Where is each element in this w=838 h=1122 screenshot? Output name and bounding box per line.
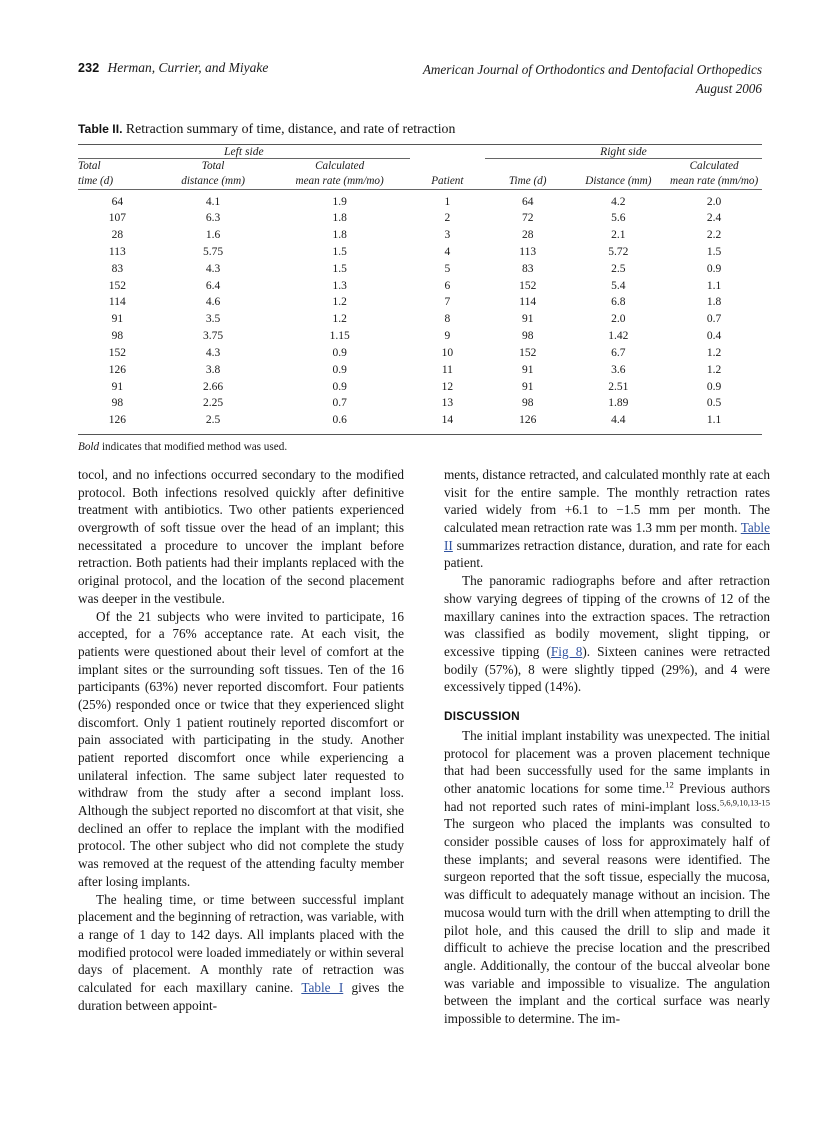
cell-left-distance: 4.6 (205, 296, 221, 309)
cell-right-rate: 2.4 (706, 212, 722, 225)
col-header-right-time (485, 159, 571, 189)
col-header-left-time (78, 159, 157, 189)
cell-right-rate: 0.9 (706, 262, 722, 275)
table-row (78, 412, 762, 429)
cell-left-time: 152 (108, 346, 126, 359)
cell-left-rate: 0.9 (332, 363, 347, 376)
table-footnote-emphasis: Bold (78, 440, 100, 453)
cell-right-rate: 2.0 (706, 195, 722, 208)
cell-left-distance: 2.5 (205, 414, 221, 427)
table-row (78, 210, 762, 227)
cell-right-distance: 5.4 (611, 279, 626, 292)
cell-left-distance: 2.25 (203, 397, 224, 410)
table-footnote-text: indicates that modified method was used. (99, 440, 288, 453)
cell-patient: 12 (441, 380, 454, 393)
right-p3-c: The surgeon who placed the implants was consulted to consider possible causes of loss for approximately half of these implants; and several reasons were identified. The surgeon reported that the soft tissue, especially the mucosa, was difficult to adequately manage without an incision. The mucosa would turn with the drill when attempting to drill the pilot hole, and this caused the drill to slip and made it difficult to achieve the precise location and the prescribed angle. Additionally, the contour of the buccal alveolar bone was variable and impossible to visualize. The angulation between the implant and the cortical surface was nearly impossible to determine. The im- (444, 816, 770, 1026)
cell-right-time: 91 (521, 313, 534, 326)
cell-right-rate: 0.4 (706, 330, 722, 343)
table-footnote (78, 441, 762, 453)
right-p3-b: Previous authors had not reported such rates of mini-implant loss. (444, 781, 771, 814)
retraction-table (78, 144, 762, 435)
cell-left-rate: 1.8 (332, 229, 347, 242)
cell-left-distance: 6.4 (205, 279, 221, 292)
cell-right-time: 91 (521, 363, 534, 376)
cell-right-rate: 0.7 (706, 313, 722, 326)
right-p3-a: The initial implant instability was unexpected. The initial protocol for placement was a proven placement technique that had been successfully used for the same implants in other anatomic locations for some time. (444, 727, 770, 796)
cell-left-rate: 0.9 (332, 380, 347, 393)
cell-right-distance: 1.89 (608, 397, 629, 410)
cell-left-rate: 0.6 (332, 414, 347, 427)
cell-right-distance: 5.72 (608, 246, 629, 259)
cell-left-rate: 1.9 (332, 195, 347, 208)
table-row (78, 311, 762, 328)
table-caption-text: Retraction summary of time, distance, and rate of retraction (125, 121, 456, 136)
left-p3-after: gives the duration between appoint- (78, 979, 405, 1013)
cell-right-distance: 2.1 (611, 229, 626, 242)
col-header-left-distance (157, 159, 270, 189)
cell-patient: 4 (444, 246, 451, 259)
col-header-left-distance-l1: Total (201, 160, 225, 172)
cell-patient: 6 (444, 279, 451, 292)
cell-left-time: 91 (111, 313, 124, 326)
issue-date: August 2006 (695, 81, 762, 97)
cell-right-distance: 3.6 (611, 363, 626, 376)
cell-left-distance: 3.8 (205, 363, 221, 376)
cell-left-distance: 3.75 (203, 330, 224, 343)
cell-left-time: 107 (108, 212, 126, 225)
cell-right-time: 64 (521, 195, 534, 208)
table-rule-bottom (78, 434, 762, 435)
cell-left-time: 98 (111, 330, 124, 343)
cell-left-rate: 1.2 (332, 296, 347, 309)
right-paragraph-3 (444, 727, 770, 1028)
col-header-left-rate-l2: mean rate (mm/mo) (295, 174, 384, 187)
cell-patient: 1 (444, 195, 451, 208)
cell-right-time: 83 (521, 262, 534, 275)
col-header-right-rate-l2: mean rate (mm/mo) (669, 174, 759, 187)
col-header-left-distance-l2: distance (mm) (181, 174, 245, 187)
cell-right-rate: 1.2 (706, 346, 722, 359)
cell-right-time: 98 (521, 330, 534, 343)
cell-patient: 2 (444, 212, 451, 225)
col-header-right-rate-l1: Calculated (689, 160, 739, 172)
running-head (78, 60, 762, 98)
table-row (78, 395, 762, 412)
group-header-left: Left side (224, 145, 264, 158)
cell-left-distance: 5.75 (203, 246, 224, 259)
cell-right-rate: 2.2 (706, 229, 722, 242)
cell-patient: 13 (441, 397, 454, 410)
table-row (78, 227, 762, 244)
table-body (78, 194, 762, 429)
cell-left-rate: 1.3 (332, 279, 347, 292)
group-header-gap (410, 145, 485, 159)
cell-right-distance: 4.2 (611, 195, 626, 208)
cell-right-time: 91 (521, 380, 534, 393)
cell-left-rate: 0.7 (332, 397, 347, 410)
table-caption (78, 121, 762, 137)
cell-patient: 8 (444, 313, 451, 326)
body-column-right (444, 466, 770, 1028)
body-column-left (78, 466, 404, 1028)
section-heading-discussion: DISCUSSION (444, 708, 520, 723)
col-header-right-time-l2: Time (d) (508, 174, 547, 187)
cell-left-time: 152 (108, 279, 126, 292)
cell-left-time: 126 (108, 414, 126, 427)
right-paragraph-2 (444, 572, 770, 696)
body-columns (78, 466, 770, 1028)
col-header-right-distance-l2: Distance (mm) (585, 174, 652, 187)
cell-left-rate: 1.2 (332, 313, 347, 326)
col-header-right-rate (666, 159, 762, 189)
cell-right-time: 28 (521, 229, 534, 242)
journal-title: American Journal of Orthodontics and Dentofacial Orthopedics (422, 62, 762, 77)
cell-right-time: 113 (519, 246, 537, 259)
cell-left-time: 64 (111, 195, 124, 208)
left-paragraph-3 (78, 891, 404, 1015)
cell-patient: 3 (444, 229, 451, 242)
cell-right-time: 126 (519, 414, 537, 427)
cell-left-rate: 1.15 (329, 330, 350, 343)
cell-left-distance: 4.1 (205, 195, 221, 208)
cell-patient: 9 (444, 330, 451, 343)
cell-right-distance: 1.42 (608, 330, 629, 343)
cell-right-time: 114 (519, 296, 537, 309)
fig-8-link[interactable]: Fig 8 (550, 643, 583, 659)
cell-right-rate: 1.1 (706, 279, 722, 292)
cell-right-distance: 5.6 (611, 212, 626, 225)
cell-left-distance: 6.3 (205, 212, 221, 225)
table-row (78, 261, 762, 278)
cell-patient: 10 (441, 346, 454, 359)
col-header-left-rate-l1: Calculated (315, 160, 365, 172)
table-row (78, 328, 762, 345)
cell-right-rate: 1.5 (706, 246, 722, 259)
cell-right-distance: 6.8 (611, 296, 626, 309)
table-label: Table II. (78, 122, 123, 136)
table-row (78, 362, 762, 379)
cell-right-rate: 0.9 (706, 380, 722, 393)
cell-patient: 14 (441, 414, 454, 427)
cell-patient: 7 (444, 296, 451, 309)
table-row (78, 294, 762, 311)
left-paragraph-2: Of the 21 subjects who were invited to participate, 16 accepted, for a 76% acceptance rate. At each visit, the patients were questioned about their level of comfort at the implant sites or the surrounding soft tissues. Ten of the 16 participants (63%) never reported discomfort. Four patients (25%) responded once or twice that they experienced slight discomfort. Only 1 patient routinely reported discomfort or pain associated with participating in the study. Another patient reported discomfort once while experiencing a unilateral infection. The same subject later requested to withdraw from the study after a second implant loss. Although the subject reported no discomfort at that visit, she declined an offer to replace the implant with the modified protocol. The other subject who did not complete the study was removed at the request of the attending faculty member after losing implants. (78, 608, 404, 889)
table-row (78, 194, 762, 211)
cell-left-time: 28 (111, 229, 124, 242)
cell-left-distance: 4.3 (205, 262, 221, 275)
table-column-header-row (78, 159, 762, 189)
right-p1-before: ments, distance retracted, and calculated monthly rate at each visit for the entire sample. The monthly retraction rates varied widely from +6.1 to −1.5 mm per month. The calculated mean retraction rate was 1.3 mm per month. (444, 467, 770, 536)
table-row (78, 379, 762, 396)
cell-left-time: 126 (108, 363, 126, 376)
cell-left-time: 83 (111, 262, 124, 275)
table-row (78, 278, 762, 295)
cell-patient: 5 (444, 262, 451, 275)
table-row (78, 244, 762, 261)
page-number: 232 (78, 61, 100, 75)
left-paragraph-1: tocol, and no infections occurred secondary to the modified protocol. Both infections resolved quickly after definitive treatment with antibiotics. Two other patients experienced overgrowth of soft tissue over the head of an implant; this necessitated a procedure to uncover the implant before retraction. Both patients had their implants replaced with the original protocol, and the location of the second placement was deeper in the vestibule. (78, 467, 404, 606)
running-head-left (78, 60, 268, 76)
cell-right-time: 72 (521, 212, 534, 225)
right-p2-after: ). Sixteen canines were retracted bodily (57%), 8 were slightly tipped (29%), and 4 were excessively tipped (14%). (444, 643, 770, 695)
cell-right-time: 98 (521, 397, 534, 410)
cell-left-time: 98 (111, 397, 124, 410)
col-header-left-rate (270, 159, 410, 189)
col-header-patient-l2: Patient (431, 174, 464, 187)
col-header-patient (410, 159, 485, 189)
cell-left-rate: 1.8 (332, 212, 347, 225)
cell-left-rate: 1.5 (332, 246, 347, 259)
cell-left-time: 91 (111, 380, 124, 393)
cell-patient: 11 (441, 363, 453, 376)
right-p1-after: summarizes retraction distance, duration, and rate for each patient. (444, 537, 770, 571)
cell-right-time: 152 (519, 279, 537, 292)
cell-left-time: 113 (108, 246, 126, 259)
running-head-right (423, 60, 762, 98)
cell-right-rate: 0.5 (706, 397, 722, 410)
right-paragraph-1 (444, 466, 770, 572)
reference-superscript-list: 5,6,9,10,13-15 (719, 797, 770, 808)
cell-right-rate: 1.1 (706, 414, 722, 427)
cell-right-rate: 1.8 (706, 296, 722, 309)
cell-left-distance: 1.6 (205, 229, 221, 242)
right-p2-before: The panoramic radiographs before and after retraction show varying degrees of tipping of the crowns of 12 of the maxillary canines into the extraction spaces. The retraction was classified as bodily movement, slight tipping, or excessive tipping ( (444, 573, 770, 659)
table-ii-link[interactable]: Table II (444, 520, 770, 553)
group-header-right: Right side (600, 145, 647, 158)
cell-right-distance: 2.5 (611, 262, 626, 275)
cell-right-rate: 1.2 (706, 363, 722, 376)
cell-right-distance: 2.51 (608, 380, 629, 393)
running-head-authors: Herman, Currier, and Miyake (107, 60, 269, 75)
col-header-left-time-l1: Total (78, 160, 101, 172)
cell-right-distance: 2.0 (611, 313, 626, 326)
col-header-right-distance (570, 159, 666, 189)
cell-left-rate: 0.9 (332, 346, 347, 359)
cell-left-distance: 3.5 (205, 313, 221, 326)
cell-right-distance: 4.4 (611, 414, 626, 427)
cell-left-distance: 2.66 (203, 380, 224, 393)
reference-superscript-12: 12 (665, 779, 674, 790)
cell-left-rate: 1.5 (332, 262, 347, 275)
table-row (78, 345, 762, 362)
left-p3-before: The healing time, or time between successful implant placement and the beginning of retraction, was variable, with a range of 1 day to 142 days. All implants placed with the modified protocol were loaded immediately or within several days of placement. A monthly rate of retraction was calculated for each maxillary canine. (78, 891, 404, 995)
col-header-left-time-l2: time (d) (78, 174, 114, 187)
table-block (78, 121, 762, 453)
table-i-link[interactable]: Table I (301, 979, 344, 995)
cell-left-time: 114 (108, 296, 126, 309)
table-group-header-row (78, 145, 762, 159)
cell-right-time: 152 (519, 346, 537, 359)
cell-right-distance: 6.7 (611, 346, 626, 359)
cell-left-distance: 4.3 (205, 346, 221, 359)
